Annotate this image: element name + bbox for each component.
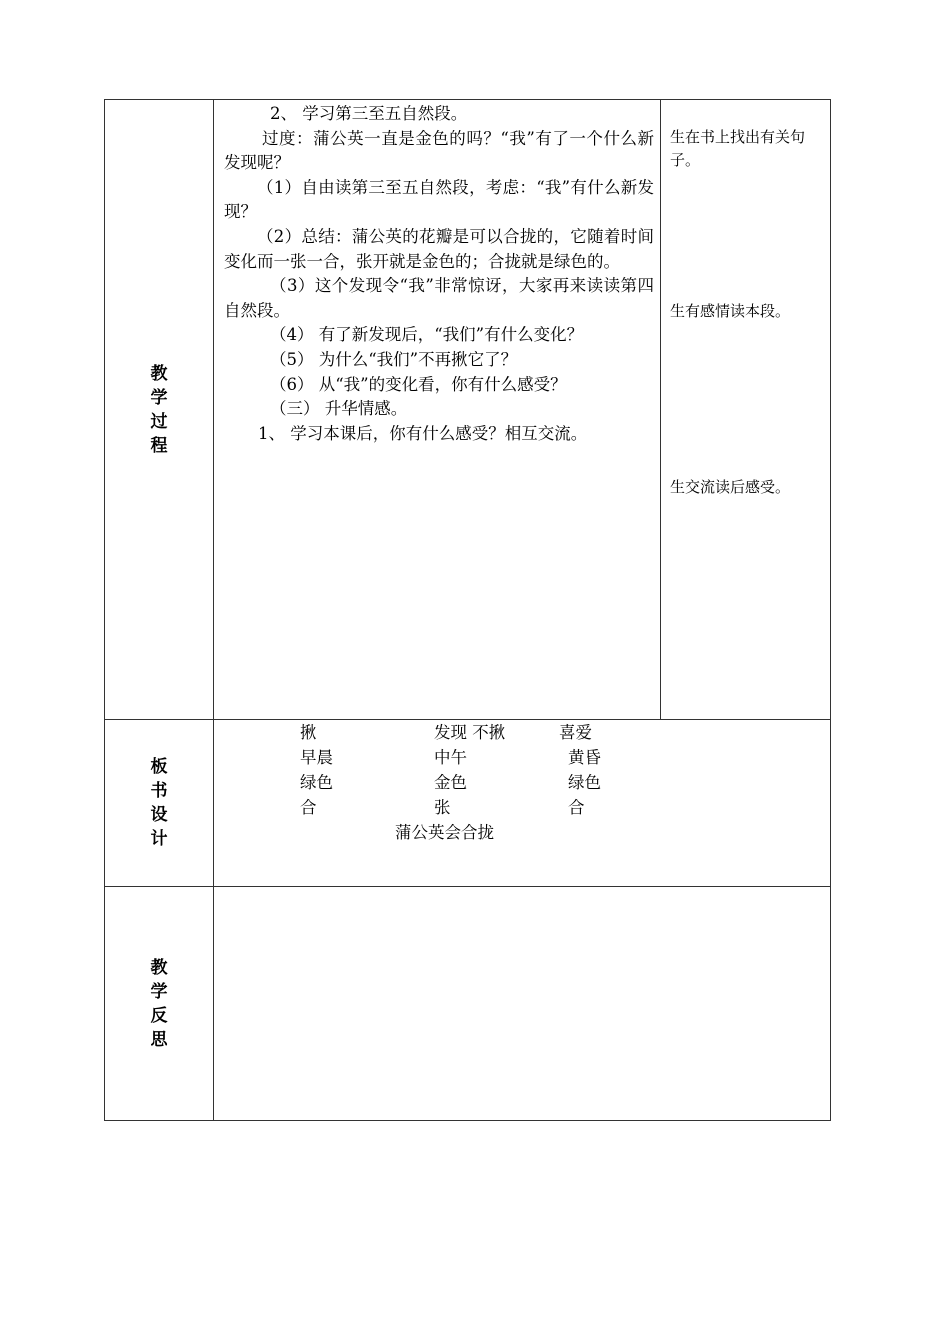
process-line: 1、 学习本课后，你有什么感受？相互交流。 [258, 423, 588, 443]
board-word: 金色 [434, 773, 467, 792]
board-word: 合 [568, 798, 585, 817]
process-header-char: 程 [150, 435, 168, 456]
reflection-header [105, 887, 213, 1120]
process-content [224, 102, 654, 446]
board-word: 早晨 [300, 748, 333, 767]
process-header-char: 教 [150, 363, 168, 384]
board-header [105, 720, 213, 886]
reflection-header-char: 反 [150, 1005, 168, 1026]
student-activity-note: 生交流读后感受。 [670, 478, 791, 496]
process-line: （4） 有了新发现后，“我们”有什么变化？ [270, 325, 584, 345]
column-divider-right [660, 100, 661, 719]
board-header-char: 设 [150, 805, 168, 825]
reflection-header-char: 教 [150, 957, 168, 978]
process-line: 过度：蒲公英一直是金色的吗？“我”有了一个什么新发现呢？ [224, 128, 654, 173]
student-activity-note: 生在书上找出有关句子。 [670, 128, 806, 169]
board-title: 蒲公英会合拢 [395, 823, 494, 842]
process-line: （5） 为什么“我们”不再揪它了？ [270, 349, 518, 369]
board-word: 绿色 [300, 773, 333, 792]
board-word: 合 [300, 798, 317, 817]
student-activity-note: 生有感情读本段。 [670, 302, 791, 320]
process-line: （6） 从“我”的变化看，你有什么感受？ [270, 374, 567, 394]
process-line: （1）自由读第三至五自然段，考虑：“我”有什么新发现？ [224, 177, 654, 222]
board-word: 黄昏 [568, 748, 601, 767]
board-header-char: 书 [150, 781, 168, 801]
reflection-content [214, 887, 830, 1120]
board-word: 绿色 [568, 773, 601, 792]
board-word: 喜爱 [559, 723, 592, 742]
process-line: （2）总结：蒲公英的花瓣是可以合拢的，它随着时间变化而一张一合，张开就是金色的；合拢就是绿色的。 [224, 226, 654, 271]
board-word: 发现 不揪 [434, 723, 506, 742]
board-word: 揪 [300, 723, 317, 742]
board-header-char: 板 [150, 757, 168, 777]
lesson-plan-table [104, 99, 831, 1121]
reflection-header-char: 思 [150, 1029, 168, 1050]
board-word: 张 [434, 798, 451, 817]
process-line: 2、 学习第三至五自然段。 [270, 104, 468, 123]
reflection-header-char: 学 [150, 981, 168, 1002]
board-word: 中午 [434, 748, 467, 767]
process-line: （3）这个发现令“我”非常惊讶，大家再来读读第四自然段。 [224, 276, 654, 320]
process-line: （三） 升华情感。 [270, 399, 408, 419]
process-header [105, 100, 213, 719]
process-header-char: 学 [150, 387, 168, 408]
row-divider-1 [105, 719, 830, 720]
process-header-char: 过 [150, 411, 168, 432]
board-header-char: 计 [150, 829, 168, 849]
